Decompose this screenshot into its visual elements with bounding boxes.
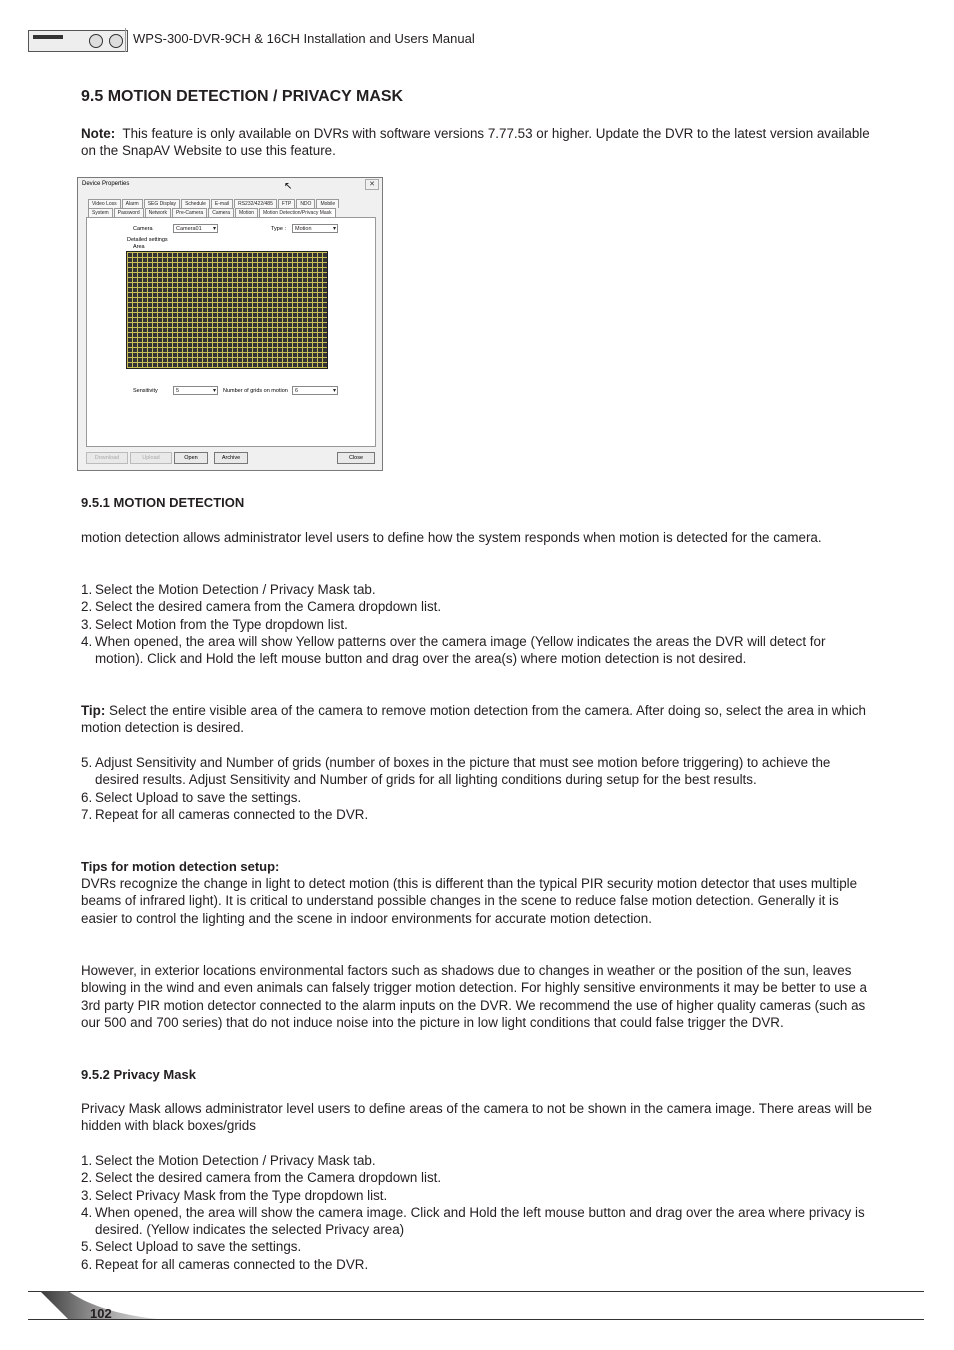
list-item bbox=[81, 789, 877, 806]
section-title: 9.5 MOTION DETECTION / PRIVACY MASK bbox=[81, 88, 404, 105]
list-item-number: 7. bbox=[81, 806, 93, 822]
dialog-tab[interactable]: SEG Display bbox=[144, 199, 180, 208]
list-item-text: When opened, the area will show the camera image. Click and Hold the left mouse button and drag over the area where privacy is desired. (Yellow indicates the selected Privacy area) bbox=[95, 1204, 865, 1238]
list-item-number: 3. bbox=[81, 1187, 93, 1203]
motion-area-grid[interactable] bbox=[126, 251, 328, 369]
grids-dropdown[interactable]: 6 ▾ bbox=[292, 386, 338, 395]
list-item-number: 5. bbox=[81, 755, 93, 770]
dialog-tab[interactable]: Motion Detection/Privacy Mask bbox=[259, 208, 336, 217]
tab-row-2 bbox=[88, 208, 337, 217]
dvr-logo-icon bbox=[28, 30, 128, 52]
upload-button[interactable]: Upload bbox=[130, 452, 172, 464]
privacy-intro: Privacy Mask allows administrator level users to define areas of the camera to not be shown in the camera image. There areas will be hidden with black boxes/grids bbox=[81, 1101, 872, 1134]
download-button[interactable]: Download bbox=[86, 452, 128, 464]
list-item-text: Select Privacy Mask from the Type dropdown list. bbox=[95, 1187, 388, 1203]
dialog-tab[interactable]: Alarm bbox=[122, 199, 143, 208]
list-item-number: 1. bbox=[81, 1153, 93, 1168]
list-item-number: 4. bbox=[81, 633, 93, 649]
sensitivity-label: Sensitivity bbox=[133, 388, 158, 394]
privacy-steps bbox=[81, 1152, 877, 1273]
open-button[interactable]: Open bbox=[174, 452, 208, 464]
dialog-tab[interactable]: Mobile bbox=[316, 199, 339, 208]
dialog-tab[interactable]: FTP bbox=[278, 199, 295, 208]
sensitivity-dropdown[interactable]: 5 ▾ bbox=[173, 386, 218, 395]
tips-paragraph-2: However, in exterior locations environmental factors such as shadows due to changes in weather or the position of the sun, leaves blowing in the wind and even animals can falsely trigger motion detection. For highly sensitive environments it may be better to use a 3rd party PIR motion detector connected to the alarm inputs on the DVR. We recommend the use of higher quality cameras (such as our 500 and 700 series) that do not induce noise into the picture in low light conditions that could false trigger the DVR. bbox=[81, 963, 868, 1030]
mouse-cursor-icon: ↖ bbox=[284, 181, 293, 192]
list-item-text: Select Upload to save the settings. bbox=[95, 1239, 302, 1255]
tip-paragraph bbox=[81, 702, 877, 737]
dialog-tab[interactable]: Camera bbox=[208, 208, 234, 217]
motion-steps-2 bbox=[81, 754, 877, 823]
type-dropdown[interactable]: Motion ▾ bbox=[292, 224, 338, 233]
list-item-text: Select the Motion Detection / Privacy Mask tab. bbox=[95, 1153, 376, 1168]
note-label: Note: bbox=[81, 126, 116, 141]
dialog-tab[interactable]: System bbox=[88, 208, 113, 217]
camera-label: Camera bbox=[133, 226, 153, 232]
list-item-number: 5. bbox=[81, 1239, 93, 1255]
note-paragraph bbox=[81, 125, 877, 160]
list-item-number: 2. bbox=[81, 1170, 93, 1186]
page-number: 102 bbox=[90, 1306, 112, 1321]
archive-button[interactable]: Archive bbox=[214, 452, 248, 464]
list-item-text: Select Motion from the Type dropdown list. bbox=[95, 616, 348, 632]
list-item-number: 6. bbox=[81, 789, 93, 805]
list-item bbox=[81, 1204, 877, 1239]
list-item-text: Select the desired camera from the Camera dropdown list. bbox=[95, 1170, 442, 1186]
list-item bbox=[81, 1152, 877, 1169]
list-item bbox=[81, 1169, 877, 1186]
tip-label: Tip: bbox=[81, 703, 106, 718]
dialog-tab[interactable]: Video Loss bbox=[88, 199, 121, 208]
tips-paragraph-1: DVRs recognize the change in light to detect motion (this is different than the typical PIR security motion detector that uses multiple beams of infrared light). It is critical to understand possible changes in the scene to reduce false motion detection. Generally it is easier to control the lighting and the scene in indoor environments for accurate motion detection. bbox=[81, 876, 858, 926]
dialog-tab[interactable]: Schedule bbox=[181, 199, 210, 208]
list-item-text: Repeat for all cameras connected to the DVR. bbox=[95, 806, 369, 822]
list-item bbox=[81, 1238, 877, 1255]
footer-line-bottom bbox=[28, 1319, 924, 1320]
list-item-number: 2. bbox=[81, 599, 93, 615]
dialog-tab[interactable]: Network bbox=[145, 208, 171, 217]
tips-title: Tips for motion detection setup: bbox=[81, 859, 280, 874]
list-item-text: Select Upload to save the settings. bbox=[95, 789, 302, 805]
dialog-tab[interactable]: Password bbox=[114, 208, 144, 217]
header-title: WPS-300-DVR-9CH & 16CH Installation and Users Manual bbox=[133, 31, 475, 46]
list-item bbox=[81, 1256, 877, 1273]
list-item-number: 3. bbox=[81, 616, 93, 632]
detailed-settings-label: Detailed settings bbox=[127, 237, 168, 243]
privacy-mask-title: 9.5.2 Privacy Mask bbox=[81, 1067, 196, 1082]
tab-row-1 bbox=[88, 199, 340, 208]
dialog-close-icon[interactable]: ✕ bbox=[365, 179, 379, 190]
list-item bbox=[81, 581, 877, 598]
camera-dropdown[interactable]: Camera01 ▾ bbox=[173, 224, 218, 233]
list-item-number: 6. bbox=[81, 1256, 93, 1272]
motion-detection-title: 9.5.1 MOTION DETECTION bbox=[81, 495, 245, 510]
dialog-tab[interactable]: Motion bbox=[235, 208, 258, 217]
list-item-text: Repeat for all cameras connected to the DVR. bbox=[95, 1256, 369, 1272]
list-item-text: Adjust Sensitivity and Number of grids (number of boxes in the picture that must see motion before triggering) to achieve the desired results. Adjust Sensitivity and Number of grids for all lighting conditions during setup for the best results. bbox=[95, 755, 831, 788]
list-item bbox=[81, 1187, 877, 1204]
grids-label: Number of grids on motion bbox=[223, 388, 288, 394]
motion-steps bbox=[81, 581, 877, 667]
list-item-text: When opened, the area will show Yellow patterns over the camera image (Yellow indicates the areas the DVR will detect for motion). Click and Hold the left mouse button and drag over the area(s) where motion detection is not desired. bbox=[95, 633, 826, 667]
type-label: Type : bbox=[271, 226, 286, 232]
list-item bbox=[81, 598, 877, 615]
dialog-tab[interactable]: NDO bbox=[296, 199, 315, 208]
close-button[interactable]: Close bbox=[337, 452, 375, 464]
footer-line-top bbox=[28, 1291, 924, 1292]
list-item-number: 4. bbox=[81, 1204, 93, 1220]
device-properties-dialog bbox=[77, 177, 383, 471]
list-item-text: Select the desired camera from the Camera dropdown list. bbox=[95, 599, 442, 615]
list-item bbox=[81, 754, 877, 789]
dialog-tab[interactable]: E-mail bbox=[211, 199, 233, 208]
motion-intro: motion detection allows administrator level users to define how the system responds when motion is detected for the camera. bbox=[81, 530, 822, 545]
list-item bbox=[81, 633, 877, 668]
list-item bbox=[81, 616, 877, 633]
dialog-title: Device Properties bbox=[82, 181, 130, 187]
list-item bbox=[81, 806, 877, 823]
list-item-text: Select the Motion Detection / Privacy Mask tab. bbox=[95, 582, 376, 597]
tip-text: Select the entire visible area of the camera to remove motion detection from the camera. After doing so, select the area in which motion detection is desired. bbox=[81, 703, 866, 736]
note-text: This feature is only available on DVRs with software versions 7.77.53 or higher. Update the DVR to the latest version available on the SnapAV Website to use this feature. bbox=[81, 126, 870, 159]
area-label: Area bbox=[133, 244, 145, 250]
list-item-number: 1. bbox=[81, 582, 93, 597]
header-divider bbox=[125, 28, 126, 52]
dialog-tab[interactable]: Pre-Camera bbox=[172, 208, 207, 217]
dialog-tab[interactable]: RS232/422/485 bbox=[234, 199, 277, 208]
